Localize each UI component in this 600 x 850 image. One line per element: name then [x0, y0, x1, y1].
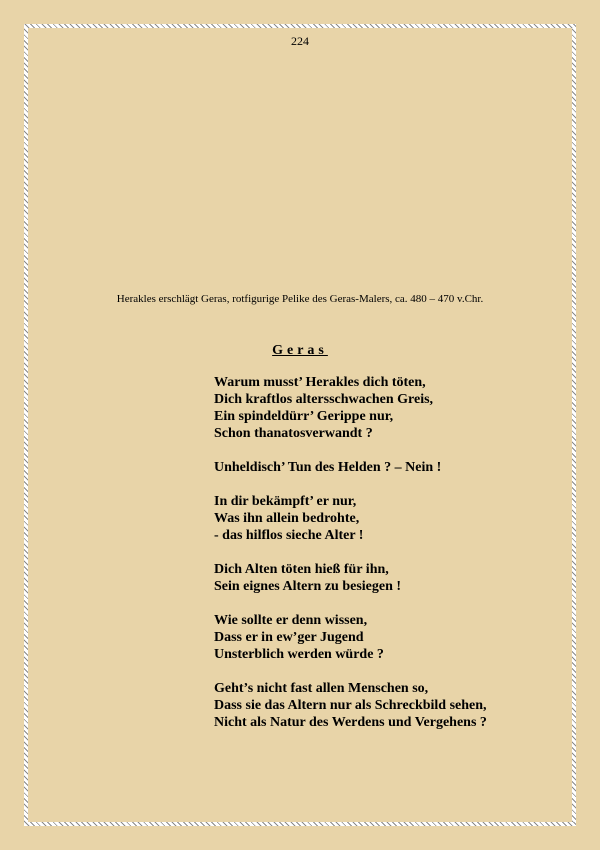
poem-line: Ein spindeldürr’ Gerippe nur,: [214, 409, 394, 424]
poem-line: In dir bekämpft’ er nur,: [214, 494, 357, 509]
poem-line: Dich Alten töten hieß für ihn,: [214, 562, 389, 577]
poem-line: Warum musst’ Herakles dich töten,: [214, 375, 426, 390]
image-caption: Herakles erschlägt Geras, rotfigurige Pelike des Geras-Malers, ca. 480 – 470 v.Chr.: [116, 293, 484, 305]
poem-line: Was ihn allein bedrohte,: [214, 511, 360, 526]
poem-line: - das hilflos sieche Alter !: [214, 528, 364, 543]
stanza: [214, 374, 574, 442]
poem-line: Wie sollte er denn wissen,: [214, 613, 368, 628]
stanza: [214, 459, 574, 476]
poem-line: Schon thanatosverwandt ?: [214, 426, 373, 441]
poem-body: [214, 374, 574, 748]
stanza: [214, 493, 574, 544]
poem-title: Geras: [272, 343, 328, 358]
poem-line: Dass er in ew’ger Jugend: [214, 630, 364, 645]
stanza: [214, 561, 574, 595]
stanza: [214, 612, 574, 663]
poem-line: Dass sie das Altern nur als Schreckbild sehen,: [214, 698, 487, 713]
stanza: [214, 680, 574, 731]
poem-line: Unsterblich werden würde ?: [214, 647, 384, 662]
poem-line: Nicht als Natur des Werdens und Vergehens ?: [214, 715, 487, 730]
poem-line: Geht’s nicht fast allen Menschen so,: [214, 681, 429, 696]
poem-line: Sein eignes Altern zu besiegen !: [214, 579, 402, 594]
poem-line: Dich kraftlos altersschwachen Greis,: [214, 392, 434, 407]
poem-line: Unheldisch’ Tun des Helden ? – Nein !: [214, 460, 442, 475]
page-number: 224: [291, 34, 309, 48]
